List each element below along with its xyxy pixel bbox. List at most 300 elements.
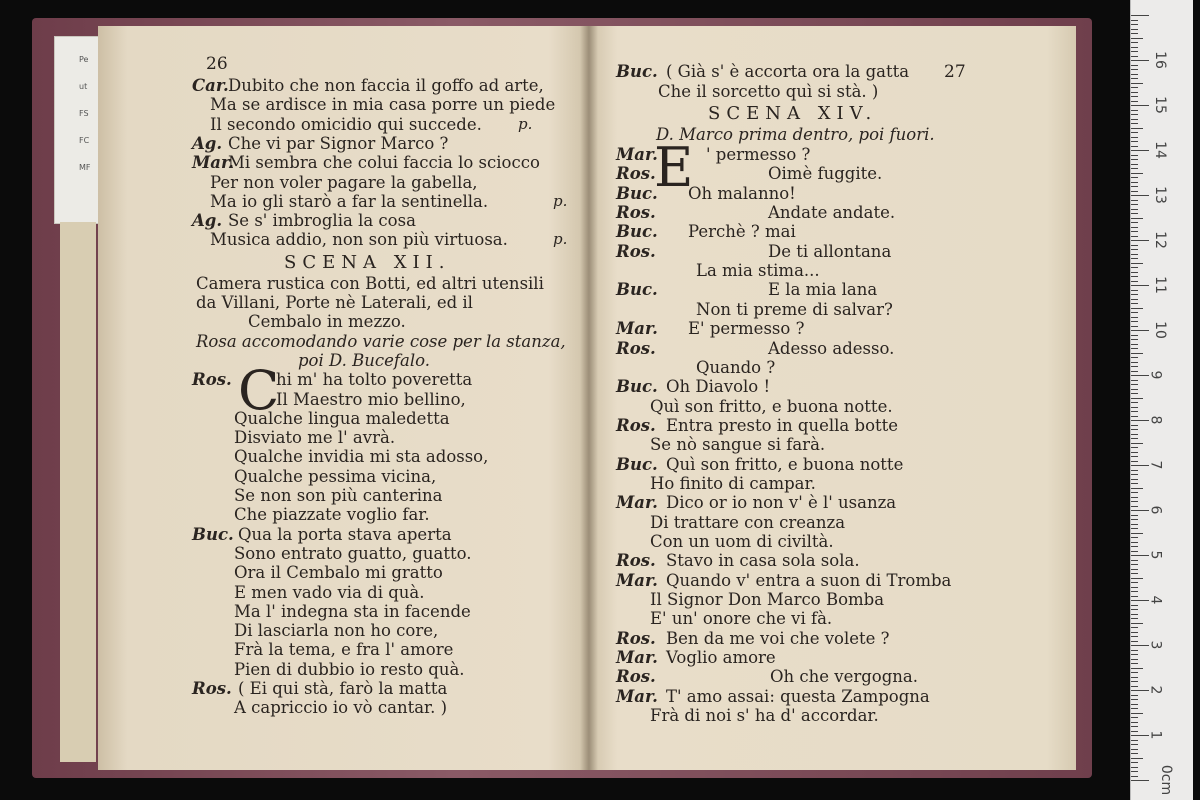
ruler-number: 14 bbox=[1151, 141, 1168, 159]
ruler-tick bbox=[1131, 245, 1138, 246]
verse-line: Che il sorcetto quì si stà. ) bbox=[658, 81, 879, 101]
ruler-tick bbox=[1131, 294, 1138, 295]
verse-line: Quì son fritto, e buona notte bbox=[666, 454, 904, 474]
ruler-tick bbox=[1131, 114, 1138, 115]
ruler-tick bbox=[1131, 438, 1138, 439]
ruler-tick bbox=[1131, 398, 1143, 399]
ruler-tick bbox=[1131, 249, 1138, 250]
speaker-label: Ros. bbox=[616, 164, 656, 184]
ruler-tick bbox=[1131, 731, 1138, 732]
verse-line: Stavo in casa sola sola. bbox=[666, 551, 860, 571]
verse-line: Sono entrato guatto, guatto. bbox=[234, 543, 472, 563]
verse-line: Ben da me voi che volete ? bbox=[666, 628, 890, 648]
ruler-tick bbox=[1131, 546, 1138, 547]
verse-line: Non ti preme di salvar? bbox=[696, 299, 893, 319]
ruler-tick bbox=[1131, 164, 1138, 165]
ruler-tick bbox=[1131, 632, 1138, 633]
ruler-tick bbox=[1131, 362, 1138, 363]
ruler-tick bbox=[1131, 587, 1138, 588]
ruler-tick bbox=[1131, 87, 1138, 88]
verse-line: hi m' ha tolto poveretta bbox=[276, 370, 473, 390]
ruler-tick bbox=[1131, 375, 1149, 376]
ruler-tick bbox=[1131, 623, 1143, 624]
ruler-tick bbox=[1131, 659, 1138, 660]
speaker-label: Ros. bbox=[616, 338, 656, 358]
ruler-tick bbox=[1131, 20, 1138, 21]
ruler-tick bbox=[1131, 389, 1138, 390]
speaker-label: Ag. bbox=[192, 133, 223, 153]
ruler-tick bbox=[1131, 231, 1138, 232]
ruler-tick bbox=[1131, 344, 1138, 345]
ruler-number: 9 bbox=[1147, 370, 1164, 380]
catalog-slip bbox=[54, 36, 100, 224]
ruler-tick bbox=[1131, 92, 1138, 93]
speaker-label: Ag. bbox=[192, 211, 223, 231]
ruler-tick bbox=[1131, 173, 1143, 174]
ruler-tick bbox=[1131, 780, 1149, 781]
verse-line: Quando v' entra a suon di Tromba bbox=[666, 570, 952, 590]
scene-heading-right: SCENA XIV. bbox=[708, 103, 878, 124]
ruler-tick bbox=[1131, 177, 1138, 178]
ruler-tick bbox=[1131, 78, 1138, 79]
ruler-tick bbox=[1131, 317, 1138, 318]
ruler-tick bbox=[1131, 276, 1138, 277]
ruler-tick bbox=[1131, 776, 1138, 777]
ruler-tick bbox=[1131, 560, 1138, 561]
ruler-tick bbox=[1131, 416, 1138, 417]
slip-text: ut bbox=[79, 82, 88, 91]
ruler-tick bbox=[1131, 749, 1138, 750]
ruler-tick bbox=[1131, 240, 1149, 241]
ruler-tick bbox=[1131, 686, 1138, 687]
ruler-tick bbox=[1131, 393, 1138, 394]
verse-line: Mi sembra che colui faccia lo sciocco bbox=[228, 153, 540, 173]
ruler-tick bbox=[1131, 677, 1138, 678]
ruler-tick bbox=[1131, 420, 1149, 421]
ruler-tick bbox=[1131, 429, 1138, 430]
page-number-left: 26 bbox=[206, 54, 228, 74]
speaker-label: Buc. bbox=[616, 222, 658, 242]
verse-line: Qualche invidia mi sta adosso, bbox=[234, 447, 489, 467]
ruler-tick bbox=[1131, 447, 1138, 448]
ruler-number: 0cm bbox=[1158, 764, 1175, 796]
ruler-tick bbox=[1131, 60, 1149, 61]
ruler-tick bbox=[1131, 551, 1138, 552]
ruler-tick bbox=[1131, 681, 1138, 682]
right-page bbox=[588, 26, 1076, 770]
verse-line: Se non son più canterina bbox=[234, 486, 443, 505]
verse-line: Disviato me l' avrà. bbox=[234, 428, 396, 448]
ruler-tick bbox=[1131, 497, 1138, 498]
speaker-label: Mar. bbox=[616, 319, 658, 339]
ruler-tick bbox=[1131, 56, 1138, 57]
verse-line: Quando ? bbox=[696, 357, 776, 377]
verse-line: ' permesso ? bbox=[706, 145, 811, 164]
verse-line: Ma l' indegna sta in facende bbox=[234, 601, 471, 621]
ruler-number: 4 bbox=[1147, 595, 1164, 605]
ruler-tick bbox=[1131, 771, 1138, 772]
speaker-label: Mar. bbox=[616, 648, 658, 668]
verse-line: Ma se ardisce in mia casa porre un piede bbox=[210, 95, 556, 115]
ruler-tick bbox=[1131, 290, 1138, 291]
page-mark: p. bbox=[518, 114, 533, 133]
verse-line: Voglio amore bbox=[666, 648, 776, 668]
verse-line: Se s' imbroglia la cosa bbox=[228, 211, 416, 231]
ruler-tick bbox=[1131, 470, 1138, 471]
ruler-tick bbox=[1131, 191, 1138, 192]
ruler-tick bbox=[1131, 762, 1138, 763]
ruler-tick bbox=[1131, 227, 1138, 228]
ruler-number: 12 bbox=[1151, 231, 1168, 249]
ruler-tick bbox=[1131, 654, 1138, 655]
left-page bbox=[98, 26, 588, 770]
ruler-tick bbox=[1131, 51, 1138, 52]
ruler-tick bbox=[1131, 596, 1138, 597]
ruler-tick bbox=[1131, 155, 1138, 156]
ruler-tick bbox=[1131, 461, 1138, 462]
scene-heading-left: SCENA XII. bbox=[284, 251, 451, 273]
ruler-tick bbox=[1131, 402, 1138, 403]
ruler-number: 1 bbox=[1147, 730, 1164, 740]
ruler-number: 7 bbox=[1147, 460, 1164, 470]
speaker-label: Ros. bbox=[192, 679, 232, 698]
ruler-tick bbox=[1131, 537, 1138, 538]
ruler-tick bbox=[1131, 128, 1143, 129]
verse-line: Di trattare con creanza bbox=[650, 512, 846, 532]
ruler-number: 15 bbox=[1151, 96, 1168, 114]
speaker-label: Buc. bbox=[616, 62, 658, 81]
ruler-tick bbox=[1131, 150, 1149, 151]
speaker-label: Mar. bbox=[616, 493, 658, 513]
ruler-tick bbox=[1131, 488, 1143, 489]
ruler-tick bbox=[1131, 38, 1143, 39]
speaker-label: Ros. bbox=[192, 370, 232, 390]
ruler-tick bbox=[1131, 204, 1138, 205]
ruler-tick bbox=[1131, 330, 1149, 331]
ruler-tick bbox=[1131, 668, 1143, 669]
ruler-tick bbox=[1131, 353, 1143, 354]
ruler-tick bbox=[1131, 605, 1138, 606]
ruler-tick bbox=[1131, 641, 1138, 642]
ruler-tick bbox=[1131, 101, 1138, 102]
gutter-shadow bbox=[580, 26, 598, 770]
ruler-number: 8 bbox=[1147, 415, 1164, 425]
ruler-tick bbox=[1131, 312, 1138, 313]
ruler-number: 11 bbox=[1151, 276, 1168, 294]
speaker-label: Buc. bbox=[192, 524, 234, 544]
slip-text: FC bbox=[79, 136, 90, 145]
ruler-tick bbox=[1131, 425, 1138, 426]
ruler-tick bbox=[1131, 407, 1138, 408]
ruler-tick bbox=[1131, 573, 1138, 574]
ruler-tick bbox=[1131, 33, 1138, 34]
ruler-tick bbox=[1131, 717, 1138, 718]
ruler-tick bbox=[1131, 528, 1138, 529]
verse-line: Il secondo omicidio qui succede. bbox=[210, 114, 482, 134]
ruler-tick bbox=[1131, 663, 1138, 664]
verse-line: Andate andate. bbox=[768, 203, 896, 223]
verse-line: Frà di noi s' ha d' accordar. bbox=[650, 706, 879, 726]
slip-text: FS bbox=[79, 109, 89, 118]
ruler-tick bbox=[1131, 186, 1138, 187]
verse-line: Musica addio, non son più virtuosa. bbox=[210, 230, 508, 250]
verse-line: Per non voler pagare la gabella, bbox=[210, 172, 478, 192]
ruler-tick bbox=[1131, 119, 1138, 120]
stage-direction-italic: Rosa accomodando varie cose per la stanza, bbox=[196, 331, 566, 351]
ruler-tick bbox=[1131, 42, 1138, 43]
verse-line: Adesso adesso. bbox=[768, 338, 895, 358]
ruler-tick bbox=[1131, 492, 1138, 493]
ruler-tick bbox=[1131, 168, 1138, 169]
ruler-tick bbox=[1131, 218, 1143, 219]
verse-line: Che vi par Signor Marco ? bbox=[228, 133, 449, 153]
measuring-ruler bbox=[1130, 0, 1193, 800]
speaker-label: Buc. bbox=[616, 454, 658, 474]
ruler-tick bbox=[1131, 564, 1138, 565]
ruler-tick bbox=[1131, 753, 1138, 754]
ruler-tick bbox=[1131, 618, 1138, 619]
ruler-tick bbox=[1131, 645, 1149, 646]
ruler-tick bbox=[1131, 744, 1138, 745]
stage-direction: Cembalo in mezzo. bbox=[248, 312, 406, 332]
ruler-tick bbox=[1131, 708, 1138, 709]
ruler-tick bbox=[1131, 254, 1138, 255]
verse-line: Pien di dubbio io resto quà. bbox=[234, 659, 465, 679]
ruler-tick bbox=[1131, 146, 1138, 147]
ruler-tick bbox=[1131, 308, 1143, 309]
verse-line: Qualche lingua maledetta bbox=[234, 408, 450, 428]
verse-line: Con un uom di civiltà. bbox=[650, 532, 834, 551]
ruler-tick bbox=[1131, 609, 1138, 610]
verse-line: Il Maestro mio bellino, bbox=[276, 389, 466, 409]
ruler-tick bbox=[1131, 510, 1149, 511]
verse-line: Ho finito di campar. bbox=[650, 473, 816, 493]
ruler-tick bbox=[1131, 533, 1143, 534]
ruler-tick bbox=[1131, 326, 1138, 327]
ruler-tick bbox=[1131, 159, 1138, 160]
speaker-label: Ros. bbox=[616, 203, 656, 223]
ruler-tick bbox=[1131, 96, 1138, 97]
verse-line: Dico or io non v' è l' usanza bbox=[666, 493, 897, 513]
ruler-tick bbox=[1131, 767, 1138, 768]
verse-line: T' amo assai: questa Zampogna bbox=[666, 686, 930, 706]
slip-text: Pe bbox=[79, 55, 89, 64]
ruler-tick bbox=[1131, 465, 1149, 466]
speaker-label: Ros. bbox=[616, 667, 656, 687]
speaker-label: Car. bbox=[192, 76, 229, 95]
ruler-tick bbox=[1131, 74, 1138, 75]
ruler-tick bbox=[1131, 105, 1149, 106]
ruler-tick bbox=[1131, 519, 1138, 520]
speaker-label: Buc. bbox=[616, 183, 658, 203]
ruler-number: 10 bbox=[1151, 321, 1168, 339]
ruler-tick bbox=[1131, 636, 1138, 637]
ruler-tick bbox=[1131, 15, 1149, 16]
ruler-tick bbox=[1131, 524, 1138, 525]
verse-line: La mia stima... bbox=[696, 261, 820, 281]
ruler-tick bbox=[1131, 600, 1149, 601]
verse-line: E men vado via di quà. bbox=[234, 582, 425, 602]
ruler-tick bbox=[1131, 542, 1138, 543]
verse-line: Entra presto in quella botte bbox=[666, 415, 899, 435]
ruler-tick bbox=[1131, 200, 1138, 201]
drop-capital: C bbox=[238, 359, 280, 423]
verse-line: ( Ei qui stà, farò la matta bbox=[238, 679, 448, 698]
spine-strip bbox=[60, 222, 96, 762]
verse-line: E' un' onore che vi fà. bbox=[650, 609, 833, 629]
ruler-tick bbox=[1131, 182, 1138, 183]
ruler-number: 3 bbox=[1147, 640, 1164, 650]
verse-line: Che piazzate voglio far. bbox=[234, 505, 430, 525]
ruler-tick bbox=[1131, 222, 1138, 223]
ruler-tick bbox=[1131, 281, 1138, 282]
ruler-tick bbox=[1131, 303, 1138, 304]
stage-direction-italic: D. Marco prima dentro, poi fuori. bbox=[656, 125, 935, 144]
ruler-tick bbox=[1131, 339, 1138, 340]
ruler-tick bbox=[1131, 272, 1138, 273]
ruler-tick bbox=[1131, 569, 1138, 570]
stage-direction-italic: poi D. Bucefalo. bbox=[298, 350, 431, 370]
ruler-tick bbox=[1131, 236, 1138, 237]
ruler-tick bbox=[1131, 321, 1138, 322]
verse-line: Ora il Cembalo mi gratto bbox=[234, 563, 443, 583]
ruler-tick bbox=[1131, 591, 1138, 592]
ruler-tick bbox=[1131, 110, 1138, 111]
ruler-number: 2 bbox=[1147, 685, 1164, 695]
ruler-tick bbox=[1131, 263, 1143, 264]
speaker-label: Buc. bbox=[616, 377, 658, 397]
ruler-tick bbox=[1131, 132, 1138, 133]
ruler-tick bbox=[1131, 515, 1138, 516]
verse-line: Qua la porta stava aperta bbox=[238, 524, 452, 544]
stage-direction: Camera rustica con Botti, ed altri utensili bbox=[196, 273, 544, 293]
ruler-tick bbox=[1131, 65, 1138, 66]
verse-line: Oh Diavolo ! bbox=[666, 377, 771, 397]
ruler-tick bbox=[1131, 726, 1138, 727]
ruler-tick bbox=[1131, 690, 1149, 691]
ruler-tick bbox=[1131, 267, 1138, 268]
verse-line: Oh che vergogna. bbox=[770, 667, 919, 687]
ruler-tick bbox=[1131, 380, 1138, 381]
ruler-tick bbox=[1131, 627, 1138, 628]
ruler-tick bbox=[1131, 137, 1138, 138]
ruler-tick bbox=[1131, 443, 1143, 444]
ruler-tick bbox=[1131, 452, 1138, 453]
verse-line: Perchè ? mai bbox=[688, 222, 796, 242]
ruler-tick bbox=[1131, 83, 1143, 84]
verse-line: Il Signor Don Marco Bomba bbox=[650, 590, 885, 610]
page-mark: p. bbox=[553, 191, 568, 210]
ruler-tick bbox=[1131, 506, 1138, 507]
ruler-tick bbox=[1131, 47, 1138, 48]
ruler-tick bbox=[1131, 713, 1143, 714]
page-mark: p. bbox=[553, 230, 568, 249]
ruler-tick bbox=[1131, 614, 1138, 615]
ruler-tick bbox=[1131, 699, 1138, 700]
ruler-tick bbox=[1131, 474, 1138, 475]
slip-text: MF bbox=[79, 163, 91, 172]
ruler-tick bbox=[1131, 213, 1138, 214]
verse-line: Dubito che non faccia il goffo ad arte, bbox=[228, 76, 544, 95]
ruler-tick bbox=[1131, 456, 1138, 457]
page-number-right: 27 bbox=[944, 62, 966, 82]
verse-line: E la mia lana bbox=[768, 280, 878, 300]
speaker-label: Ros. bbox=[616, 551, 656, 571]
ruler-tick bbox=[1131, 335, 1138, 336]
ruler-tick bbox=[1131, 357, 1138, 358]
verse-line: Oimè fuggite. bbox=[768, 164, 883, 184]
ruler-number: 6 bbox=[1147, 505, 1164, 515]
speaker-label: Mar. bbox=[616, 145, 658, 164]
ruler-number: 13 bbox=[1151, 186, 1168, 204]
ruler-tick bbox=[1131, 285, 1149, 286]
verse-line: E' permesso ? bbox=[688, 319, 805, 339]
speaker-label: Mar. bbox=[192, 153, 234, 173]
verse-line: A capriccio io vò cantar. ) bbox=[234, 698, 448, 718]
ruler-tick bbox=[1131, 384, 1138, 385]
ruler-tick bbox=[1131, 722, 1138, 723]
ruler-tick bbox=[1131, 555, 1149, 556]
ruler-tick bbox=[1131, 758, 1143, 759]
verse-line: Ma io gli starò a far la sentinella. bbox=[210, 191, 489, 211]
ruler-tick bbox=[1131, 123, 1138, 124]
ruler-tick bbox=[1131, 434, 1138, 435]
verse-line: Frà la tema, e fra l' amore bbox=[234, 640, 454, 660]
ruler-tick bbox=[1131, 704, 1138, 705]
ruler-tick bbox=[1131, 366, 1138, 367]
ruler-tick bbox=[1131, 24, 1138, 25]
verse-line: Di lasciarla non ho core, bbox=[234, 621, 439, 641]
drop-capital: E bbox=[654, 136, 694, 199]
ruler-tick bbox=[1131, 483, 1138, 484]
ruler-number: 16 bbox=[1151, 51, 1168, 69]
ruler-tick bbox=[1131, 501, 1138, 502]
ruler-tick bbox=[1131, 348, 1138, 349]
ruler-tick bbox=[1131, 582, 1138, 583]
ruler-number: 5 bbox=[1147, 550, 1164, 560]
verse-line: Quì son fritto, e buona notte. bbox=[650, 396, 893, 416]
speaker-label: Buc. bbox=[616, 280, 658, 300]
verse-line: Qualche pessima vicina, bbox=[234, 466, 437, 486]
ruler-tick bbox=[1131, 735, 1149, 736]
ruler-tick bbox=[1131, 141, 1138, 142]
ruler-tick bbox=[1131, 69, 1138, 70]
ruler-tick bbox=[1131, 411, 1138, 412]
speaker-label: Ros. bbox=[616, 628, 656, 648]
speaker-label: Ros. bbox=[616, 415, 656, 435]
speaker-label: Mar. bbox=[616, 686, 658, 706]
verse-line: De ti allontana bbox=[768, 241, 892, 261]
stage-direction: da Villani, Porte nè Laterali, ed il bbox=[196, 293, 473, 312]
ruler-tick bbox=[1131, 479, 1138, 480]
ruler-tick bbox=[1131, 29, 1138, 30]
speaker-label: Ros. bbox=[616, 241, 656, 261]
ruler-tick bbox=[1131, 258, 1138, 259]
ruler-tick bbox=[1131, 299, 1138, 300]
verse-line: Se nò sangue si farà. bbox=[650, 435, 826, 455]
speaker-label: Mar. bbox=[616, 570, 658, 590]
ruler-tick bbox=[1131, 740, 1138, 741]
ruler-tick bbox=[1131, 578, 1143, 579]
ruler-tick bbox=[1131, 672, 1138, 673]
verse-line: Oh malanno! bbox=[688, 183, 796, 203]
ruler-tick bbox=[1131, 195, 1149, 196]
ruler-tick bbox=[1131, 650, 1138, 651]
ruler-tick bbox=[1131, 209, 1138, 210]
verse-line: ( Già s' è accorta ora la gatta bbox=[666, 62, 910, 81]
ruler-tick bbox=[1131, 695, 1138, 696]
ruler-tick bbox=[1131, 371, 1138, 372]
